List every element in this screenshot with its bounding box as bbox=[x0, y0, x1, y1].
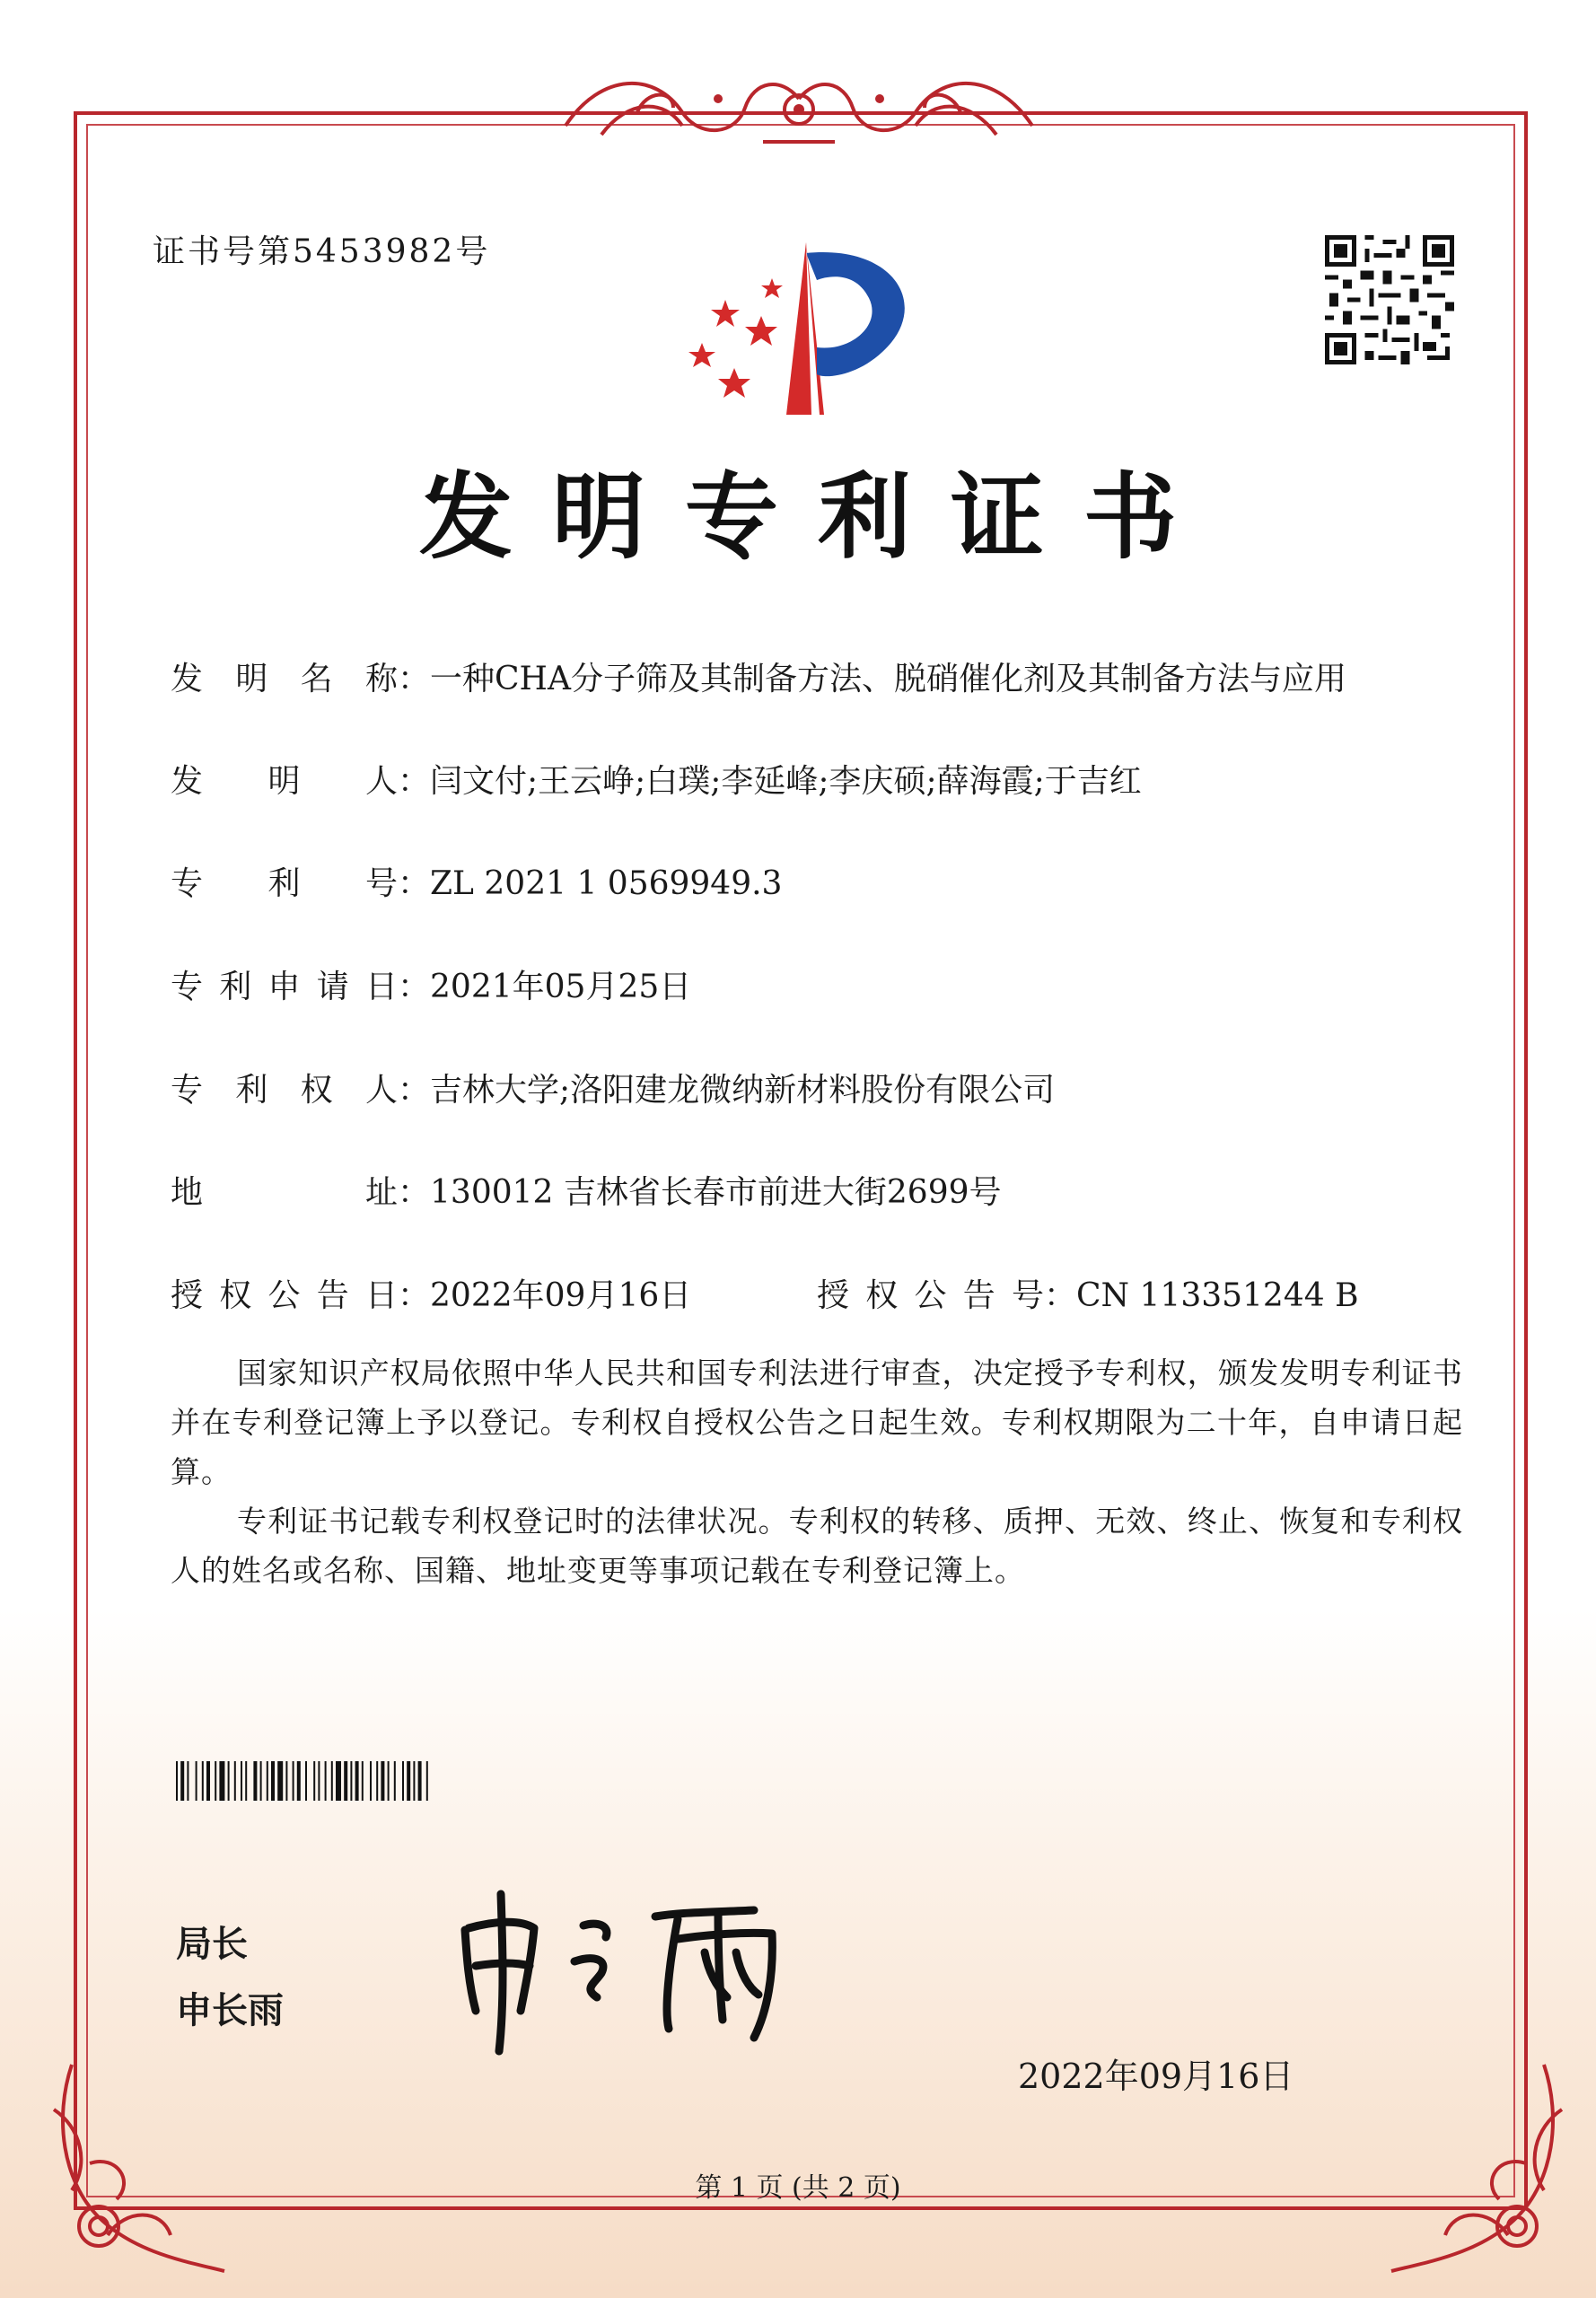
director-name: 申长雨 bbox=[176, 1990, 284, 2031]
grant-publication-number-value: CN 113351244 B bbox=[1076, 1277, 1359, 1314]
qr-code bbox=[1325, 235, 1454, 364]
invention-name-label: 发明名称 bbox=[171, 661, 398, 697]
page-number: 第 1 页 (共 2 页) bbox=[695, 2172, 901, 2204]
inventors-value: 闫文付;王云峥;白璞;李延峰;李庆硕;薛海霞;于吉红 bbox=[430, 763, 1142, 800]
patent-number-row: 专利号：ZL 2021 1 0569949.3 bbox=[171, 858, 782, 904]
patent-number-value: ZL 2021 1 0569949.3 bbox=[430, 865, 783, 902]
address-row: 地址：130012 吉林省长春市前进大街2699号 bbox=[171, 1167, 1002, 1213]
grant-date-value: 2022年09月16日 bbox=[430, 1277, 692, 1314]
address-value: 130012 吉林省长春市前进大街2699号 bbox=[430, 1174, 1002, 1211]
barcode bbox=[176, 1761, 616, 1801]
grant-publication-number-row: 授权公告号：CN 113351244 B bbox=[817, 1270, 1359, 1316]
statement-paragraph-2: 专利证书记载专利权登记时的法律状况。专利权的转移、质押、无效、终止、恢复和专利权人的姓名或名称、国籍、地址变更等事项记载在专利登记簿上。 bbox=[171, 1504, 1463, 1588]
invention-name-value: 一种CHA分子筛及其制备方法、脱硝催化剂及其制备方法与应用 bbox=[430, 661, 1346, 697]
address-label: 地址 bbox=[171, 1174, 398, 1211]
inventors-row: 发明人：闫文付;王云峥;白璞;李延峰;李庆硕;薛海霞;于吉红 bbox=[171, 756, 1142, 802]
certificate-title: 发明专利证书 bbox=[418, 462, 1216, 572]
patentee-value: 吉林大学;洛阳建龙微纳新材料股份有限公司 bbox=[430, 1072, 1056, 1109]
top-ornament bbox=[548, 63, 1050, 153]
filing-date-value: 2021年05月25日 bbox=[430, 969, 692, 1005]
grant-publication-number-label: 授权公告号 bbox=[817, 1277, 1044, 1314]
director-title: 局长 bbox=[176, 1924, 248, 1965]
filing-date-row: 专利申请日：2021年05月25日 bbox=[171, 961, 691, 1007]
issue-date: 2022年09月16日 bbox=[1018, 2057, 1294, 2096]
grant-date-row: 授权公告日：2022年09月16日 bbox=[171, 1270, 691, 1316]
statement-paragraph-1: 国家知识产权局依照中华人民共和国专利法进行审查，决定授予专利权，颁发发明专利证书并在专利登记簿上予以登记。专利权自授权公告之日起生效。专利权期限为二十年，自申请日起算。 bbox=[171, 1355, 1463, 1489]
cnipa-emblem-logo bbox=[671, 226, 927, 425]
patentee-row: 专利权人：吉林大学;洛阳建龙微纳新材料股份有限公司 bbox=[171, 1065, 1055, 1110]
patentee-label: 专利权人 bbox=[171, 1072, 398, 1109]
invention-name-row: 发明名称：一种CHA分子筛及其制备方法、脱硝催化剂及其制备方法与应用 bbox=[171, 653, 1346, 699]
inventors-label: 发明人 bbox=[171, 763, 398, 800]
filing-date-label: 专利申请日 bbox=[171, 969, 398, 1005]
patent-number-label: 专利号 bbox=[171, 865, 398, 902]
certificate-number: 证书号第5453982号 bbox=[153, 233, 491, 270]
director-signature bbox=[449, 1876, 826, 2056]
grant-date-label: 授权公告日 bbox=[171, 1277, 398, 1314]
